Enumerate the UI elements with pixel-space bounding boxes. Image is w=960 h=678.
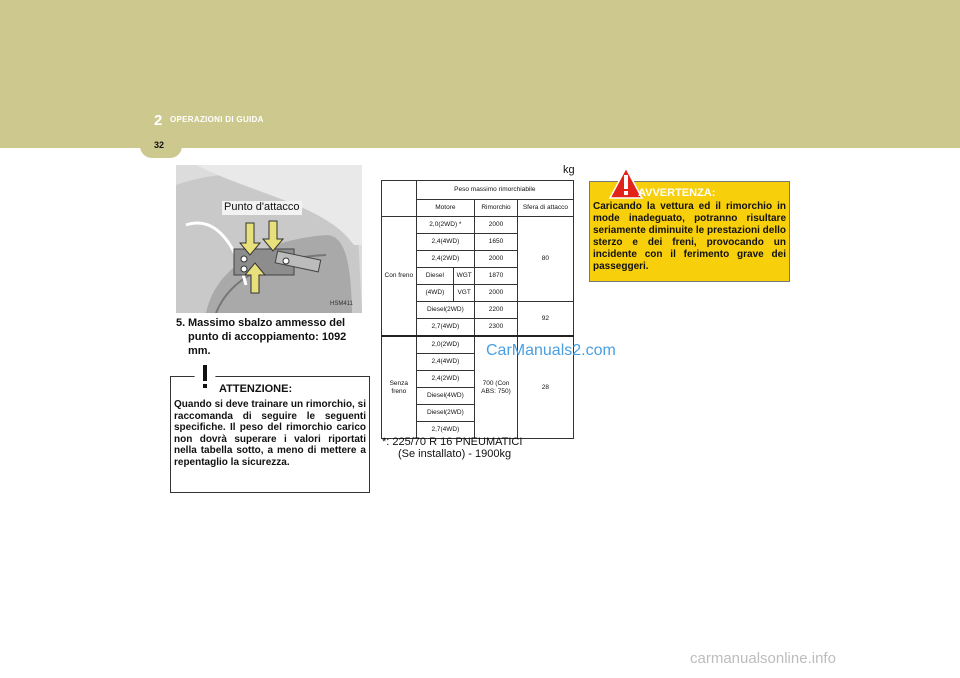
attention-body: Quando si deve trainare un rimorchio, si raccomanda di seguire le seguenti specifiche. Il peso del rimorchio carico non dovrà superare i valori riportati nella tabella sotto, a meno di mettere a repentaglio la sicurezza. bbox=[174, 399, 366, 468]
motore-cell: 2,7(4WD) bbox=[416, 422, 475, 439]
motore-cell-split bbox=[416, 268, 475, 285]
motore-wgt: WGT bbox=[456, 272, 472, 279]
rimorchio-cell: 2000 bbox=[475, 217, 518, 234]
rimorchio-cell: 700 (Con ABS: 750) bbox=[475, 336, 518, 439]
item-number: 5. bbox=[176, 317, 186, 329]
attention-title: ATTENZIONE: bbox=[219, 383, 293, 395]
unit-label: kg bbox=[563, 164, 575, 176]
chapter-number: 2 bbox=[154, 112, 163, 129]
group-con-freno: Con freno bbox=[382, 217, 417, 337]
footnote-line-2: (Se installato) - 1900kg bbox=[398, 448, 512, 460]
hitch-photo bbox=[176, 165, 362, 313]
rimorchio-cell: 2300 bbox=[475, 319, 518, 337]
item-text: Massimo sbalzo ammesso del punto di accoppiamento: 1092 mm. bbox=[188, 317, 347, 357]
overhang-note bbox=[176, 316, 366, 358]
tire-footnote bbox=[382, 436, 522, 460]
watermark-bottom: carmanualsonline.info bbox=[690, 650, 836, 667]
motore-cell: 2,4(4WD) bbox=[416, 354, 475, 371]
table-header-group: Peso massimo rimorchiabile bbox=[416, 181, 573, 200]
motore-4wd: (4WD) bbox=[417, 285, 455, 301]
attention-box bbox=[170, 376, 370, 493]
motore-cell: 2,7(4WD) bbox=[416, 319, 475, 337]
col-sfera: Sfera di attacco bbox=[517, 200, 573, 217]
footnote-line-1: *: 225/70 R 16 PNEUMATICI bbox=[382, 436, 523, 448]
rimorchio-cell: 1870 bbox=[475, 268, 518, 285]
header-band bbox=[0, 0, 960, 148]
rimorchio-cell: 1650 bbox=[475, 234, 518, 251]
sfera-cell: 80 bbox=[517, 217, 573, 302]
page-number: 32 bbox=[154, 140, 165, 150]
rimorchio-cell: 2200 bbox=[475, 302, 518, 319]
table-corner bbox=[382, 181, 417, 217]
motore-vgt: VGT bbox=[457, 289, 471, 296]
watermark-middle: CarManuals2.com bbox=[486, 342, 616, 359]
rimorchio-cell: 2000 bbox=[475, 285, 518, 302]
group-senza-freno: Senza freno bbox=[382, 336, 417, 439]
motore-cell: Diesel(4WD) bbox=[416, 388, 475, 405]
motore-cell: 2,4(2WD) bbox=[416, 251, 475, 268]
col-motore: Motore bbox=[416, 200, 475, 217]
rimorchio-cell: 2000 bbox=[475, 251, 518, 268]
sfera-cell: 92 bbox=[517, 302, 573, 337]
motore-cell: 2,4(2WD) bbox=[416, 371, 475, 388]
motore-cell: 2,4(4WD) bbox=[416, 234, 475, 251]
motore-diesel: Diesel bbox=[417, 268, 455, 284]
motore-cell-split bbox=[416, 285, 475, 302]
motore-cell: Diesel(2WD) bbox=[416, 405, 475, 422]
towing-weight-table bbox=[381, 180, 574, 439]
motore-cell: 2,0(2WD) * bbox=[416, 217, 475, 234]
hitch-illustration bbox=[176, 165, 362, 313]
figure-code: HSM411 bbox=[330, 301, 353, 307]
attachment-point-label: Punto d'attacco bbox=[224, 201, 300, 213]
warning-box bbox=[589, 181, 790, 282]
motore-cell: Diesel(2WD) bbox=[416, 302, 475, 319]
motore-cell: 2,0(2WD) bbox=[416, 336, 475, 354]
chapter-title: OPERAZIONI DI GUIDA bbox=[170, 115, 264, 124]
col-rimorchio: Rimorchio bbox=[475, 200, 518, 217]
warning-title: AVVERTENZA: bbox=[638, 187, 716, 199]
sfera-cell: 28 bbox=[517, 336, 573, 439]
warning-body: Caricando la vettura ed il rimorchio in mode inadeguato, potranno risultare seriamente diminuite le prestazioni dello sterzo e dei freni, provocando un incidente con il ferimento grave dei passeggeri. bbox=[593, 201, 786, 272]
